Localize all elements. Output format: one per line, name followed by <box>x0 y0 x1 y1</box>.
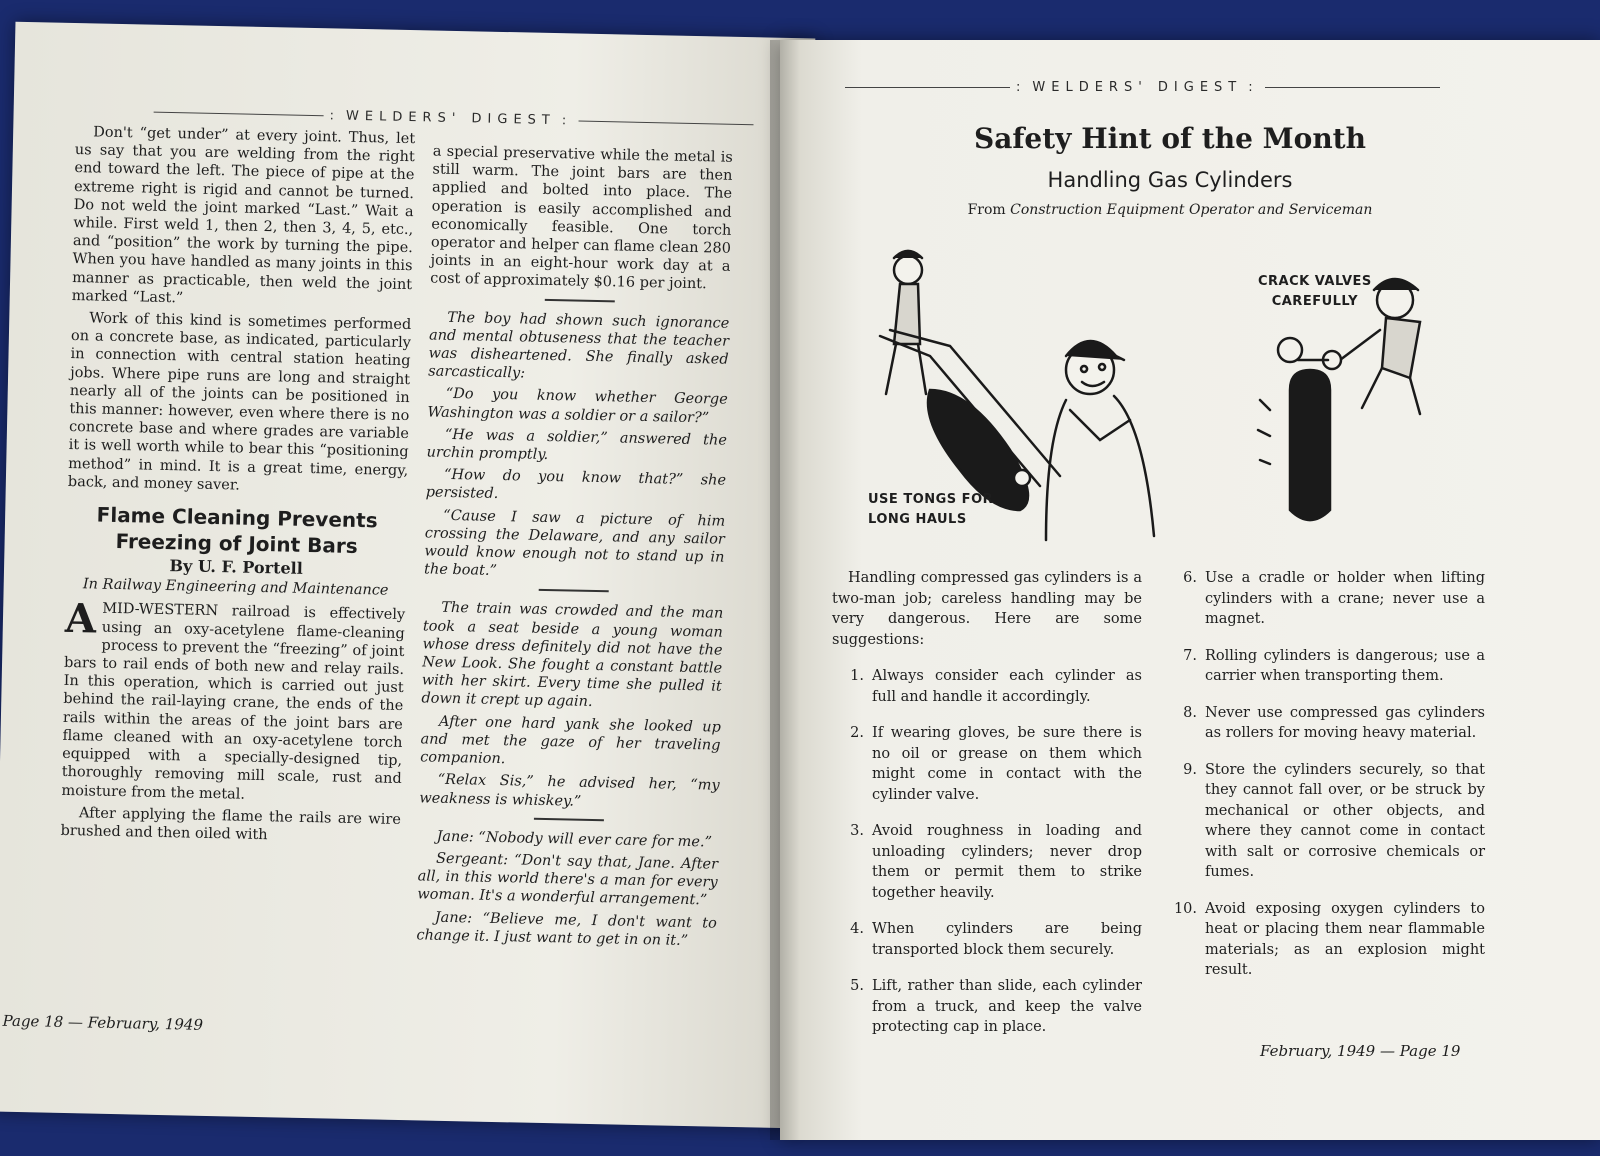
drop-cap: A <box>64 595 97 644</box>
article-title-line: Freezing of Joint Bars <box>115 529 358 559</box>
safety-column-1 <box>832 568 1142 1054</box>
left-running-header: : WELDERS' DIGEST : <box>153 105 753 133</box>
illustration-caption-right <box>1258 272 1372 312</box>
joke-1 <box>424 308 730 585</box>
safety-list-item <box>1165 899 1485 981</box>
item-text: Never use compressed gas cylinders as rollers for moving heavy material. <box>1205 704 1485 741</box>
separator-rule <box>534 817 604 820</box>
safety-list-item <box>832 723 1142 805</box>
safety-list-item <box>1165 568 1485 630</box>
header-text: WELDERS' DIGEST <box>1032 80 1243 95</box>
item-text: Rolling cylinders is dangerous; use a carrier when transporting them. <box>1205 647 1485 684</box>
item-text: Lift, rather than slide, each cylinder from a truck, and keep the valve protecting cap in place. <box>872 978 1142 1035</box>
item-text: Use a cradle or holder when lifting cylinders with a crane; never use a magnet. <box>1205 570 1485 627</box>
safety-title: Safety Hint of the Month <box>974 122 1366 155</box>
safety-list-item <box>1165 646 1485 687</box>
left-column-2 <box>416 143 733 955</box>
item-number: 2. <box>850 725 864 741</box>
joke-line: After one hard yank she looked up and met the gaze of her traveling companion. <box>420 713 722 768</box>
safety-intro: Handling compressed gas cylinders is a two-man job; careless handling may be very dangerous. Here are some suggestions: <box>832 570 1142 648</box>
lead-text: railroad is effectively using an oxy-acetylene flame-cleaning process to prevent the “freezing” of joint bars to rail ends of both new and relay rails. In this operation, which is carried out just behind the rail-laying crane, the ends of the rails within the areas of the joint bars are flame cleaned with an oxy-acetylene torch equipped with a specially-designed tip, thoroughly removing mill scale, rust and moisture from the metal. <box>61 603 406 803</box>
left-column-1 <box>60 123 415 851</box>
joke-line: “Cause I saw a picture of him crossing the Delaware, and any sailor would know enough not to stand up in the boat.” <box>423 507 726 580</box>
article-byline: By U. F. Portell <box>169 556 303 578</box>
item-text: Avoid roughness in loading and unloading cylinders; never drop them or permit them to strike together heavily. <box>872 823 1142 901</box>
safety-list-item <box>1165 760 1485 883</box>
joke-line: “How do you know that?” she persisted. <box>425 467 727 503</box>
item-number: 1. <box>850 668 864 684</box>
joke-line: “He was a soldier,” answered the urchin promptly. <box>426 426 728 464</box>
paragraph: After applying the flame the rails are wire brushed and then oiled with <box>60 804 402 844</box>
left-page <box>0 22 815 1129</box>
illustration-caption-left <box>868 490 993 530</box>
right-page <box>780 40 1600 1140</box>
header-text: WELDERS' DIGEST <box>345 108 556 129</box>
item-number: 3. <box>850 823 864 839</box>
right-running-header: : WELDERS' DIGEST : <box>845 80 1440 95</box>
paragraph: Work of this kind is sometimes performed on a concrete base, as indicated, particularly in connection with central station heating jobs. Where pipe runs are long and straight nearly all of the joints can be positioned in this manner: however, even where there is no concrete base and where grades are variable it is well worth while to bear this “positioning method” in mind. It is a great time, energy, back, and money saver. <box>67 310 412 494</box>
joke-line: Jane: “Believe me, I don't want to change it. I just want to get in on it.” <box>416 909 717 949</box>
caption-line: CAREFULLY <box>1271 294 1359 309</box>
joke-line: “Relax Sis,” he advised her, “my weakness is whiskey.” <box>419 772 720 810</box>
article-title <box>66 501 407 560</box>
separator-rule <box>539 589 609 592</box>
source-publication: Construction Equipment Operator and Serviceman <box>1010 202 1373 218</box>
separator-rule <box>545 299 615 302</box>
item-number: 4. <box>850 921 864 937</box>
paragraph: Don't “get under” at every joint. Thus, let us say that you are welding from the right end toward the left. The piece of pipe at the extreme right is rigid and cannot be turned. Do not weld the joint marked “Last.” Wait a while. First weld 1, then 2, then 3, 4, 5, etc., and “position” the work by turning the pipe. When you have handled as many joints in this manner as practicable, then weld the joint marked “Last.” <box>71 124 416 307</box>
safety-source <box>780 202 1560 218</box>
right-page-folio: February, 1949 — Page 19 <box>1260 1042 1461 1060</box>
book-gutter <box>770 40 800 1140</box>
caption-line: USE TONGS FOR <box>868 492 994 507</box>
item-text: When cylinders are being transported block them securely. <box>872 921 1142 958</box>
article-title-line: Flame Cleaning Prevents <box>96 502 378 533</box>
item-number: 6. <box>1183 570 1197 586</box>
joke-line: Sergeant: “Don't say that, Jane. After all, in this world there's a man for every woman. It's a wonderful arrangement.” <box>417 850 719 909</box>
caption-line: CRACK VALVES <box>1258 274 1372 289</box>
item-number: 5. <box>850 978 864 994</box>
joke-line: The boy had shown such ignorance and mental obtuseness that the teacher was disheartened. She finally asked sarcastically: <box>428 309 730 382</box>
safety-column-2 <box>1165 568 1485 997</box>
item-text: Avoid exposing oxygen cylinders to heat or placing them near flammable materials; as an explosion might result. <box>1205 900 1485 978</box>
safety-list-item <box>832 666 1142 707</box>
joke-3 <box>416 827 718 950</box>
item-text: Store the cylinders securely, so that they cannot fall over, or be struck by mechanical or other objects, and where they cannot come in contact with salt or corrosive chemicals or fumes. <box>1205 761 1485 880</box>
safety-list-item <box>1165 703 1485 744</box>
safety-subtitle: Handling Gas Cylinders <box>1047 168 1293 192</box>
paragraph: a special preservative while the metal is still warm. The joint bars are then applied and bolted into place. The operation is easily accomplished and economically feasible. One torch operator and helper can flame clean 280 joints in an eight-hour work day at a cost of approximately $0.16 per joint. <box>430 143 733 293</box>
safety-list-item <box>832 821 1142 903</box>
item-text: If wearing gloves, be sure there is no oil or grease on them which might come in contact with the cylinder valve. <box>872 725 1142 803</box>
item-number: 10. <box>1173 900 1197 917</box>
item-number: 8. <box>1183 704 1197 721</box>
safety-list-item <box>832 976 1142 1038</box>
item-number: 9. <box>1183 761 1197 778</box>
joke-line: The train was crowded and the man took a seat beside a young woman whose dress definitely did not have the New Look. She fought a constant battle with her skirt. Every time she pulled it down it crept up again. <box>421 600 724 711</box>
source-prefix: In <box>82 576 99 593</box>
joke-2 <box>419 599 723 813</box>
item-text: Always consider each cylinder as full and handle it accordingly. <box>872 668 1142 705</box>
joke-line: Jane: “Nobody will ever care for me.” <box>436 828 713 851</box>
lead-smallcaps: MID-WESTERN <box>102 601 219 620</box>
left-page-folio: Page 18 — February, 1949 <box>2 1011 204 1034</box>
joke-line: “Do you know whether George Washington was a soldier or a sailor?” <box>427 386 728 426</box>
item-number: 7. <box>1183 647 1197 664</box>
article-lead-paragraph <box>61 595 406 806</box>
source-publication: Railway Engineering and Maintenance <box>102 576 389 599</box>
safety-list-item <box>832 919 1142 960</box>
caption-line: LONG HAULS <box>868 512 967 527</box>
source-prefix: From <box>967 202 1006 218</box>
